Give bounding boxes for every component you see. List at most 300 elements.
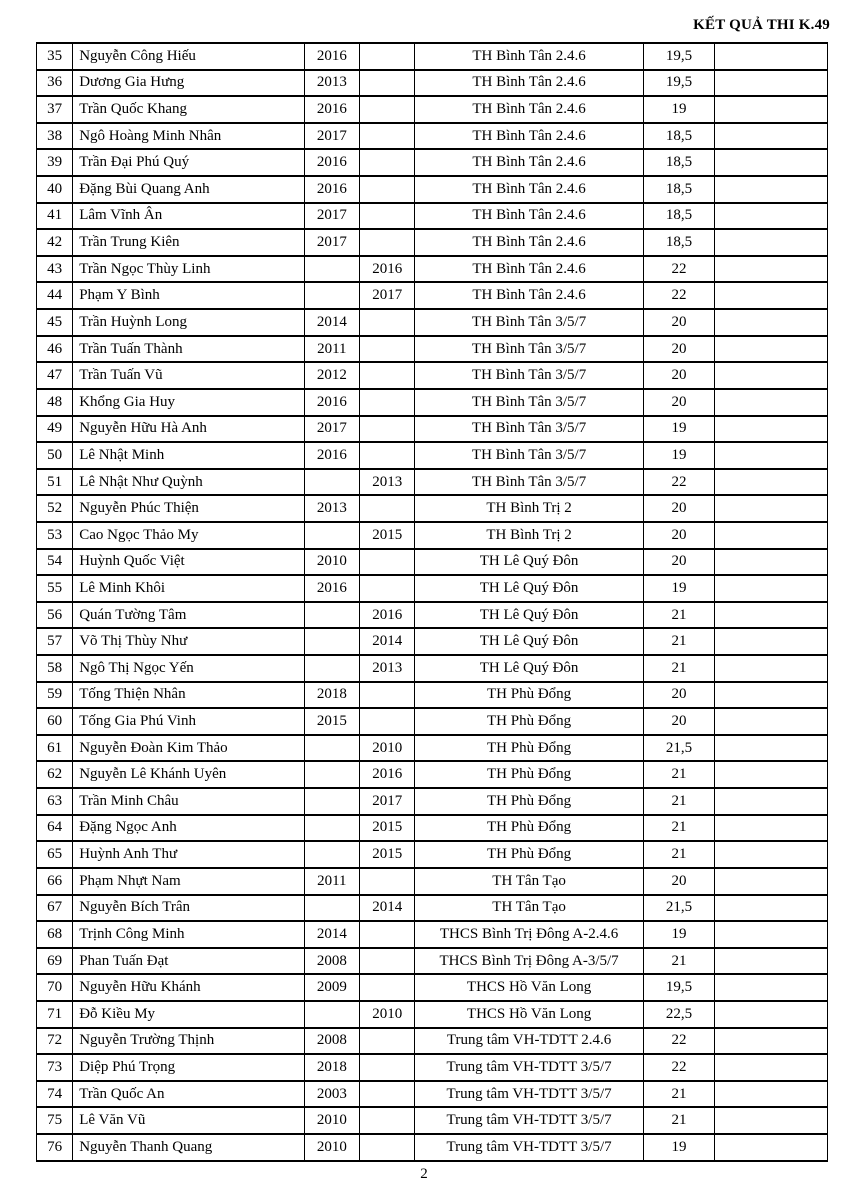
student-name: Lê Văn Vũ <box>73 1107 304 1134</box>
school-name: TH Lê Quý Đôn <box>415 575 643 602</box>
school-name: Trung tâm VH-TDTT 2.4.6 <box>415 1028 643 1055</box>
school-name: TH Phù Đổng <box>415 708 643 735</box>
table-row <box>37 708 828 735</box>
table-row <box>37 735 828 762</box>
birth-year-a: 2003 <box>304 1081 359 1108</box>
student-name: Lê Minh Khôi <box>73 575 304 602</box>
birth-year-b <box>360 974 415 1001</box>
row-number: 54 <box>37 549 73 576</box>
birth-year-b: 2017 <box>360 788 415 815</box>
score-value: 22 <box>643 1028 714 1055</box>
score-value: 21 <box>643 788 714 815</box>
note-cell <box>715 948 828 975</box>
row-number: 41 <box>37 203 73 230</box>
row-number: 59 <box>37 682 73 709</box>
birth-year-a <box>304 469 359 496</box>
student-name: Nguyễn Bích Trân <box>73 895 304 922</box>
score-value: 19 <box>643 96 714 123</box>
note-cell <box>715 841 828 868</box>
row-number: 67 <box>37 895 73 922</box>
table-row <box>37 974 828 1001</box>
row-number: 60 <box>37 708 73 735</box>
student-name: Diệp Phú Trọng <box>73 1054 304 1081</box>
birth-year-a <box>304 256 359 283</box>
student-name: Lâm Vĩnh Ân <box>73 203 304 230</box>
score-value: 19 <box>643 921 714 948</box>
row-number: 48 <box>37 389 73 416</box>
score-value: 22 <box>643 1054 714 1081</box>
school-name: TH Lê Quý Đôn <box>415 628 643 655</box>
results-table-body <box>37 43 828 1161</box>
birth-year-b: 2013 <box>360 469 415 496</box>
score-value: 19 <box>643 575 714 602</box>
student-name: Nguyễn Lê Khánh Uyên <box>73 761 304 788</box>
birth-year-b <box>360 1028 415 1055</box>
table-row <box>37 1001 828 1028</box>
birth-year-b: 2017 <box>360 282 415 309</box>
score-value: 21 <box>643 1107 714 1134</box>
table-row <box>37 895 828 922</box>
student-name: Trần Quốc Khang <box>73 96 304 123</box>
score-value: 20 <box>643 309 714 336</box>
school-name: TH Bình Tân 2.4.6 <box>415 96 643 123</box>
note-cell <box>715 442 828 469</box>
birth-year-b: 2016 <box>360 256 415 283</box>
table-row <box>37 682 828 709</box>
score-value: 21 <box>643 628 714 655</box>
row-number: 61 <box>37 735 73 762</box>
student-name: Trịnh Công Minh <box>73 921 304 948</box>
page-title: KẾT QUẢ THI K.49 <box>693 17 830 33</box>
birth-year-b <box>360 416 415 443</box>
note-cell <box>715 362 828 389</box>
school-name: TH Bình Tân 2.4.6 <box>415 176 643 203</box>
note-cell <box>715 282 828 309</box>
score-value: 22 <box>643 469 714 496</box>
school-name: TH Bình Tân 3/5/7 <box>415 442 643 469</box>
student-name: Nguyễn Hữu Hà Anh <box>73 416 304 443</box>
birth-year-b: 2016 <box>360 761 415 788</box>
note-cell <box>715 123 828 150</box>
score-value: 19 <box>643 442 714 469</box>
birth-year-a: 2016 <box>304 149 359 176</box>
table-row <box>37 176 828 203</box>
school-name: TH Bình Trị 2 <box>415 522 643 549</box>
table-row <box>37 948 828 975</box>
note-cell <box>715 149 828 176</box>
school-name: Trung tâm VH-TDTT 3/5/7 <box>415 1134 643 1161</box>
student-name: Tống Thiện Nhân <box>73 682 304 709</box>
birth-year-b: 2014 <box>360 895 415 922</box>
birth-year-b: 2010 <box>360 735 415 762</box>
row-number: 39 <box>37 149 73 176</box>
birth-year-a: 2016 <box>304 43 359 70</box>
table-row <box>37 921 828 948</box>
table-row <box>37 389 828 416</box>
score-value: 20 <box>643 549 714 576</box>
student-name: Ngô Thị Ngọc Yến <box>73 655 304 682</box>
row-number: 74 <box>37 1081 73 1108</box>
birth-year-a: 2016 <box>304 176 359 203</box>
school-name: TH Bình Tân 3/5/7 <box>415 336 643 363</box>
birth-year-b <box>360 309 415 336</box>
table-row <box>37 868 828 895</box>
birth-year-a <box>304 788 359 815</box>
birth-year-b <box>360 868 415 895</box>
school-name: Trung tâm VH-TDTT 3/5/7 <box>415 1081 643 1108</box>
school-name: TH Phù Đổng <box>415 682 643 709</box>
row-number: 71 <box>37 1001 73 1028</box>
birth-year-a <box>304 628 359 655</box>
score-value: 18,5 <box>643 176 714 203</box>
note-cell <box>715 43 828 70</box>
score-value: 22 <box>643 282 714 309</box>
birth-year-b: 2015 <box>360 815 415 842</box>
page-number: 2 <box>420 1166 428 1182</box>
row-number: 47 <box>37 362 73 389</box>
table-row <box>37 549 828 576</box>
row-number: 35 <box>37 43 73 70</box>
student-name: Ngô Hoàng Minh Nhân <box>73 123 304 150</box>
note-cell <box>715 70 828 97</box>
note-cell <box>715 628 828 655</box>
birth-year-a: 2016 <box>304 442 359 469</box>
table-row <box>37 203 828 230</box>
school-name: TH Lê Quý Đôn <box>415 655 643 682</box>
table-row <box>37 43 828 70</box>
note-cell <box>715 1081 828 1108</box>
school-name: TH Bình Tân 2.4.6 <box>415 149 643 176</box>
birth-year-b <box>360 1081 415 1108</box>
note-cell <box>715 469 828 496</box>
school-name: TH Bình Tân 2.4.6 <box>415 282 643 309</box>
birth-year-b <box>360 362 415 389</box>
birth-year-b <box>360 96 415 123</box>
table-row <box>37 1054 828 1081</box>
row-number: 52 <box>37 495 73 522</box>
note-cell <box>715 416 828 443</box>
row-number: 40 <box>37 176 73 203</box>
table-row <box>37 1134 828 1161</box>
student-name: Trần Tuấn Vũ <box>73 362 304 389</box>
note-cell <box>715 1134 828 1161</box>
birth-year-a: 2018 <box>304 1054 359 1081</box>
row-number: 36 <box>37 70 73 97</box>
school-name: TH Bình Trị 2 <box>415 495 643 522</box>
score-value: 20 <box>643 868 714 895</box>
birth-year-b <box>360 176 415 203</box>
school-name: THCS Bình Trị Đông A-3/5/7 <box>415 948 643 975</box>
score-value: 18,5 <box>643 149 714 176</box>
student-name: Trần Huỳnh Long <box>73 309 304 336</box>
table-row <box>37 123 828 150</box>
student-name: Trần Tuấn Thành <box>73 336 304 363</box>
school-name: THCS Bình Trị Đông A-2.4.6 <box>415 921 643 948</box>
table-row <box>37 1028 828 1055</box>
birth-year-b <box>360 1134 415 1161</box>
note-cell <box>715 309 828 336</box>
birth-year-a: 2010 <box>304 1107 359 1134</box>
row-number: 64 <box>37 815 73 842</box>
birth-year-a: 2016 <box>304 575 359 602</box>
table-row <box>37 442 828 469</box>
note-cell <box>715 1107 828 1134</box>
school-name: TH Phù Đổng <box>415 735 643 762</box>
school-name: TH Bình Tân 2.4.6 <box>415 256 643 283</box>
student-name: Nguyễn Hữu Khánh <box>73 974 304 1001</box>
note-cell <box>715 1001 828 1028</box>
score-value: 21 <box>643 948 714 975</box>
student-name: Nguyễn Công Hiếu <box>73 43 304 70</box>
birth-year-b <box>360 682 415 709</box>
birth-year-b <box>360 948 415 975</box>
student-name: Nguyễn Trường Thịnh <box>73 1028 304 1055</box>
birth-year-a <box>304 655 359 682</box>
student-name: Trần Đại Phú Quý <box>73 149 304 176</box>
note-cell <box>715 1054 828 1081</box>
student-name: Nguyễn Phúc Thiện <box>73 495 304 522</box>
student-name: Lê Nhật Như Quỳnh <box>73 469 304 496</box>
school-name: TH Bình Tân 3/5/7 <box>415 309 643 336</box>
student-name: Đặng Ngọc Anh <box>73 815 304 842</box>
school-name: TH Bình Tân 2.4.6 <box>415 229 643 256</box>
table-row <box>37 70 828 97</box>
row-number: 43 <box>37 256 73 283</box>
note-cell <box>715 895 828 922</box>
birth-year-a <box>304 282 359 309</box>
row-number: 55 <box>37 575 73 602</box>
birth-year-a <box>304 522 359 549</box>
row-number: 68 <box>37 921 73 948</box>
birth-year-a <box>304 761 359 788</box>
student-name: Trần Quốc An <box>73 1081 304 1108</box>
birth-year-a <box>304 841 359 868</box>
student-name: Lê Nhật Minh <box>73 442 304 469</box>
score-value: 20 <box>643 495 714 522</box>
results-table <box>36 42 828 1162</box>
row-number: 57 <box>37 628 73 655</box>
student-name: Võ Thị Thùy Như <box>73 628 304 655</box>
school-name: Trung tâm VH-TDTT 3/5/7 <box>415 1107 643 1134</box>
birth-year-a: 2013 <box>304 70 359 97</box>
student-name: Tống Gia Phú Vinh <box>73 708 304 735</box>
score-value: 21,5 <box>643 895 714 922</box>
table-row <box>37 1107 828 1134</box>
note-cell <box>715 176 828 203</box>
row-number: 50 <box>37 442 73 469</box>
birth-year-b <box>360 921 415 948</box>
student-name: Nguyễn Đoàn Kim Thảo <box>73 735 304 762</box>
note-cell <box>715 96 828 123</box>
row-number: 56 <box>37 602 73 629</box>
table-row <box>37 655 828 682</box>
note-cell <box>715 495 828 522</box>
row-number: 49 <box>37 416 73 443</box>
birth-year-b: 2010 <box>360 1001 415 1028</box>
row-number: 38 <box>37 123 73 150</box>
score-value: 21 <box>643 761 714 788</box>
row-number: 53 <box>37 522 73 549</box>
score-value: 21 <box>643 602 714 629</box>
student-name: Phan Tuấn Đạt <box>73 948 304 975</box>
score-value: 18,5 <box>643 203 714 230</box>
birth-year-a: 2008 <box>304 1028 359 1055</box>
note-cell <box>715 655 828 682</box>
score-value: 21,5 <box>643 735 714 762</box>
note-cell <box>715 788 828 815</box>
score-value: 19 <box>643 416 714 443</box>
birth-year-b: 2015 <box>360 841 415 868</box>
score-value: 21 <box>643 655 714 682</box>
table-row <box>37 229 828 256</box>
row-number: 70 <box>37 974 73 1001</box>
student-name: Phạm Nhựt Nam <box>73 868 304 895</box>
table-row <box>37 815 828 842</box>
school-name: TH Bình Tân 3/5/7 <box>415 362 643 389</box>
birth-year-b <box>360 43 415 70</box>
school-name: TH Bình Tân 2.4.6 <box>415 70 643 97</box>
note-cell <box>715 708 828 735</box>
score-value: 21 <box>643 815 714 842</box>
table-row <box>37 495 828 522</box>
student-name: Khổng Gia Huy <box>73 389 304 416</box>
note-cell <box>715 815 828 842</box>
birth-year-b <box>360 495 415 522</box>
table-row <box>37 761 828 788</box>
birth-year-a: 2015 <box>304 708 359 735</box>
birth-year-b: 2014 <box>360 628 415 655</box>
table-row <box>37 628 828 655</box>
student-name: Dương Gia Hưng <box>73 70 304 97</box>
birth-year-b <box>360 575 415 602</box>
row-number: 66 <box>37 868 73 895</box>
note-cell <box>715 974 828 1001</box>
student-name: Cao Ngọc Thảo My <box>73 522 304 549</box>
birth-year-b <box>360 203 415 230</box>
birth-year-b <box>360 229 415 256</box>
note-cell <box>715 336 828 363</box>
school-name: TH Bình Tân 3/5/7 <box>415 469 643 496</box>
table-row <box>37 469 828 496</box>
student-name: Đỗ Kiều My <box>73 1001 304 1028</box>
birth-year-a: 2011 <box>304 336 359 363</box>
row-number: 63 <box>37 788 73 815</box>
birth-year-a: 2011 <box>304 868 359 895</box>
score-value: 19,5 <box>643 974 714 1001</box>
score-value: 20 <box>643 682 714 709</box>
score-value: 20 <box>643 336 714 363</box>
student-name: Trần Minh Châu <box>73 788 304 815</box>
row-number: 76 <box>37 1134 73 1161</box>
row-number: 72 <box>37 1028 73 1055</box>
note-cell <box>715 921 828 948</box>
school-name: THCS Hồ Văn Long <box>415 1001 643 1028</box>
row-number: 58 <box>37 655 73 682</box>
table-row <box>37 336 828 363</box>
row-number: 44 <box>37 282 73 309</box>
student-name: Phạm Y Bình <box>73 282 304 309</box>
birth-year-b: 2015 <box>360 522 415 549</box>
school-name: TH Tân Tạo <box>415 895 643 922</box>
birth-year-a: 2017 <box>304 229 359 256</box>
birth-year-a: 2014 <box>304 921 359 948</box>
birth-year-b <box>360 70 415 97</box>
birth-year-b <box>360 442 415 469</box>
birth-year-b <box>360 336 415 363</box>
birth-year-b: 2013 <box>360 655 415 682</box>
table-row <box>37 575 828 602</box>
score-value: 18,5 <box>643 229 714 256</box>
note-cell <box>715 735 828 762</box>
student-name: Trần Ngọc Thùy Linh <box>73 256 304 283</box>
school-name: TH Phù Đổng <box>415 815 643 842</box>
note-cell <box>715 682 828 709</box>
birth-year-b: 2016 <box>360 602 415 629</box>
school-name: TH Phù Đổng <box>415 761 643 788</box>
table-row <box>37 522 828 549</box>
score-value: 20 <box>643 522 714 549</box>
table-row <box>37 416 828 443</box>
school-name: TH Bình Tân 2.4.6 <box>415 123 643 150</box>
school-name: TH Bình Tân 2.4.6 <box>415 203 643 230</box>
school-name: TH Lê Quý Đôn <box>415 549 643 576</box>
score-value: 20 <box>643 389 714 416</box>
student-name: Trần Trung Kiên <box>73 229 304 256</box>
note-cell <box>715 522 828 549</box>
row-number: 46 <box>37 336 73 363</box>
birth-year-a: 2009 <box>304 974 359 1001</box>
row-number: 69 <box>37 948 73 975</box>
row-number: 73 <box>37 1054 73 1081</box>
birth-year-b <box>360 549 415 576</box>
table-row <box>37 841 828 868</box>
birth-year-a: 2017 <box>304 203 359 230</box>
school-name: THCS Hồ Văn Long <box>415 974 643 1001</box>
score-value: 20 <box>643 362 714 389</box>
score-value: 21 <box>643 841 714 868</box>
table-row <box>37 602 828 629</box>
score-value: 19,5 <box>643 43 714 70</box>
birth-year-a: 2010 <box>304 1134 359 1161</box>
birth-year-b <box>360 149 415 176</box>
birth-year-b <box>360 389 415 416</box>
score-value: 20 <box>643 708 714 735</box>
table-row <box>37 256 828 283</box>
birth-year-a: 2012 <box>304 362 359 389</box>
birth-year-a <box>304 602 359 629</box>
birth-year-a: 2013 <box>304 495 359 522</box>
school-name: TH Tân Tạo <box>415 868 643 895</box>
row-number: 45 <box>37 309 73 336</box>
row-number: 75 <box>37 1107 73 1134</box>
note-cell <box>715 575 828 602</box>
student-name: Nguyễn Thanh Quang <box>73 1134 304 1161</box>
score-value: 18,5 <box>643 123 714 150</box>
birth-year-b <box>360 1054 415 1081</box>
school-name: TH Phù Đổng <box>415 788 643 815</box>
table-row <box>37 788 828 815</box>
birth-year-b <box>360 1107 415 1134</box>
birth-year-a: 2016 <box>304 389 359 416</box>
table-row <box>37 362 828 389</box>
birth-year-a: 2008 <box>304 948 359 975</box>
school-name: TH Bình Tân 2.4.6 <box>415 43 643 70</box>
birth-year-a: 2017 <box>304 416 359 443</box>
birth-year-a: 2010 <box>304 549 359 576</box>
birth-year-a <box>304 815 359 842</box>
score-value: 19,5 <box>643 70 714 97</box>
note-cell <box>715 389 828 416</box>
